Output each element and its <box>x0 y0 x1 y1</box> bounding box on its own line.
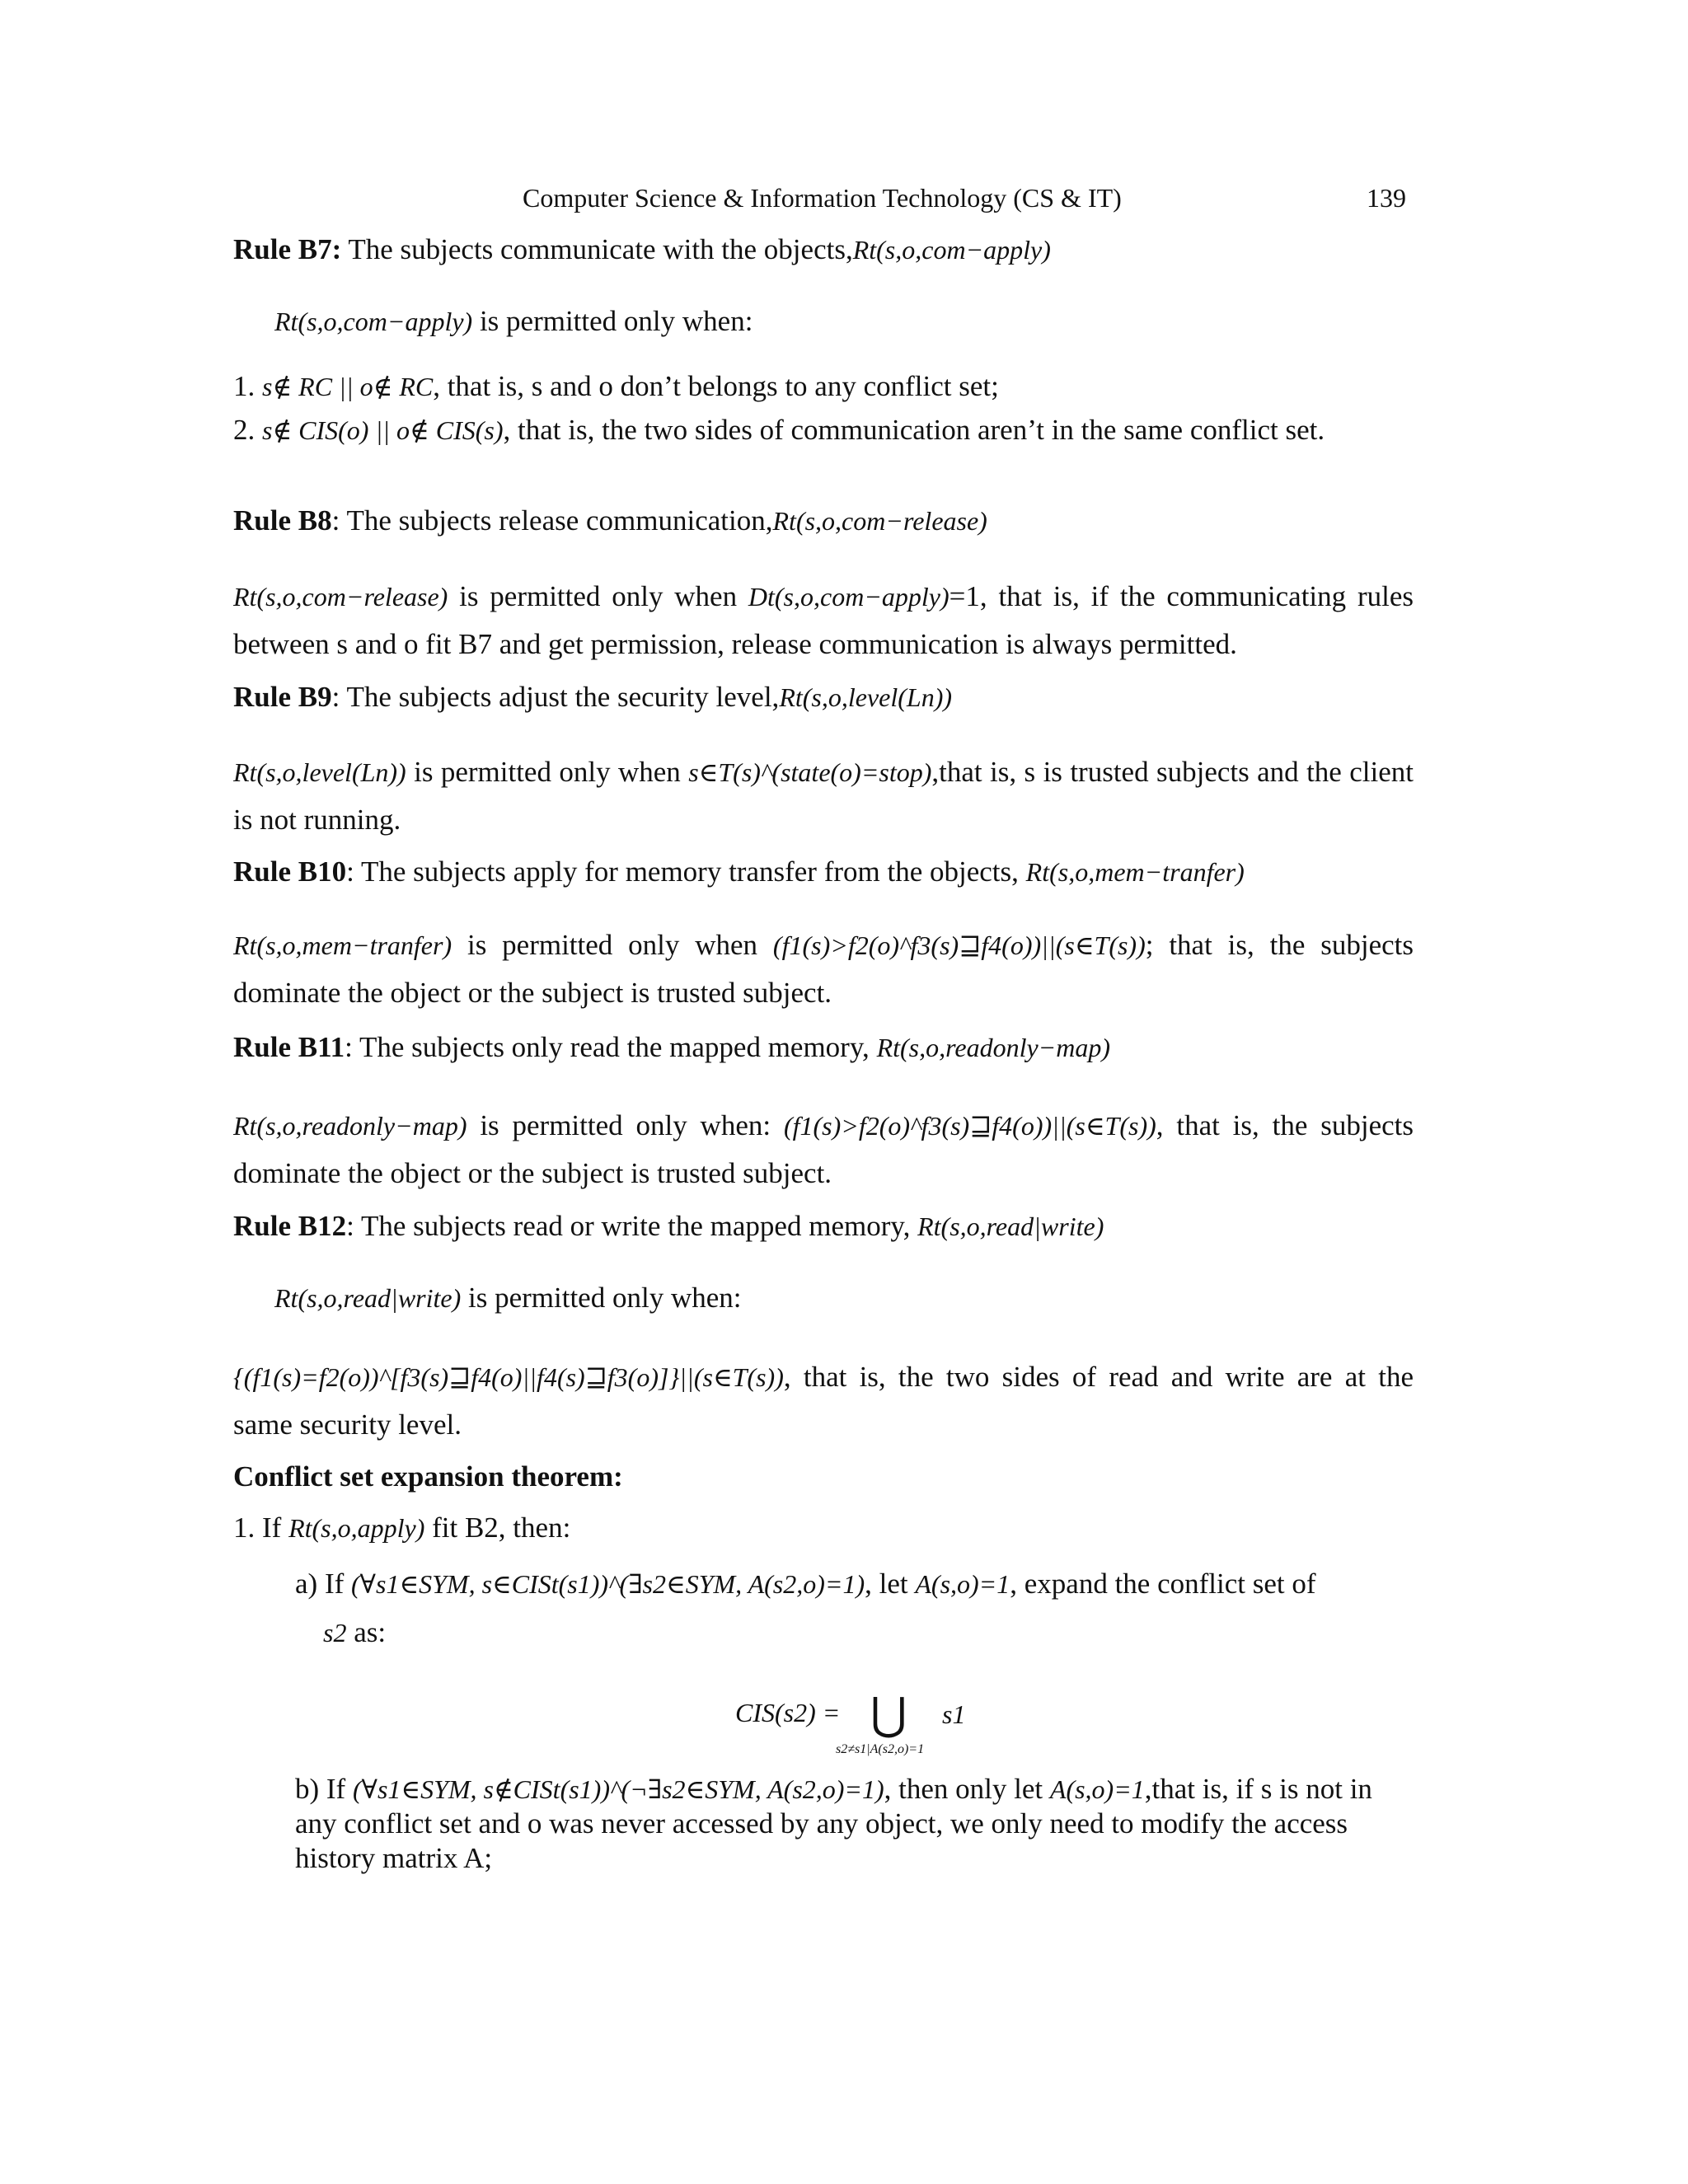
paragraph-text: is permitted only when <box>406 756 689 788</box>
formula: Rt(s,o,apply) <box>288 1513 425 1543</box>
formula: Dt(s,o,com−apply) <box>748 582 950 612</box>
case-text: , then only let <box>884 1773 1050 1805</box>
rule-label: Rule B11 <box>233 1031 345 1063</box>
formula: Rt(s,o,com−release) <box>233 582 448 612</box>
page-number: 139 <box>1367 183 1406 213</box>
formula: A(s,o)=1 <box>915 1569 1010 1599</box>
formula: Rt(s,o,readonly−map) <box>233 1111 467 1141</box>
formula: s∉ RC || o∉ RC <box>262 372 434 401</box>
formula: (∀s1∈SYM, s∉CISt(s1))^(¬∃s2∈SYM, A(s2,o)=1) <box>352 1774 884 1804</box>
item-text: , that is, s and o don’t belongs to any conflict set; <box>433 370 999 402</box>
item-text: fit B2, then: <box>424 1511 571 1544</box>
item-number: 1. <box>233 370 256 402</box>
theorem-item-1 <box>233 1513 1414 1542</box>
equation-lhs: CIS(s2) = <box>735 1698 841 1727</box>
rule-label: Rule B7: <box>233 233 342 265</box>
case-text: , let <box>865 1568 916 1600</box>
rule-b12-condition <box>233 1353 1414 1449</box>
theorem-case-b <box>295 1772 1414 1876</box>
union-symbol: ⋃ <box>870 1690 907 1739</box>
formula: Rt(s,o,read|write) <box>274 1283 462 1313</box>
rule-b10-permission <box>233 921 1414 1017</box>
item-number: 2. <box>233 414 256 446</box>
rule-text: : The subjects release communication, <box>331 504 773 537</box>
rule-b11-heading <box>233 1033 1414 1062</box>
rule-b7-permission <box>274 307 1414 335</box>
formula: Rt(s,o,mem−tranfer) <box>1025 857 1245 887</box>
formula: Rt(s,o,read|write) <box>917 1212 1104 1241</box>
case-label: a) If <box>295 1568 352 1600</box>
formula: (f1(s)>f2(o)^f3(s)⊒f4(o))||(s∈T(s)) <box>783 1111 1156 1141</box>
item-number: 1. If <box>233 1511 289 1544</box>
paragraph-text: is permitted only when: <box>461 1282 742 1314</box>
rule-b9-heading <box>233 682 1414 711</box>
paragraph-text: ; that is, the subjects dominate the object or the subject is trusted subject. <box>233 929 1414 1009</box>
rule-text: : The subjects adjust the security level, <box>331 681 780 713</box>
rule-b10-heading <box>233 857 1414 886</box>
rule-b7-item-1 <box>233 372 1414 401</box>
paragraph-text: =1, that is, if the communicating rules between s and o fit B7 and get permission, release communication is always permitted. <box>233 580 1414 660</box>
formula: (∀s1∈SYM, s∈CISt(s1))^(∃s2∈SYM, A(s2,o)=1) <box>351 1569 865 1599</box>
rule-text: : The subjects apply for memory transfer from the objects, <box>346 855 1026 888</box>
rule-text: : The subjects read or write the mapped memory, <box>346 1210 918 1242</box>
rule-b12-permission <box>274 1283 1414 1312</box>
formula: A(s,o)=1 <box>1049 1774 1145 1804</box>
case-label: b) If <box>295 1773 353 1805</box>
item-text: , that is, the two sides of communication aren’t in the same conflict set. <box>503 414 1325 446</box>
formula: s∈T(s)^(state(o)=stop) <box>688 757 932 787</box>
paragraph-text: , that is, the subjects dominate the object or the subject is trusted subject. <box>233 1109 1414 1189</box>
rule-b7-item-2 <box>233 415 1414 444</box>
rule-label: Rule B8 <box>233 504 332 537</box>
formula: Rt(s,o,level(Ln)) <box>779 682 953 712</box>
rule-b8-heading <box>233 506 1414 535</box>
case-text: as: <box>346 1616 387 1648</box>
equation-rhs: s1 <box>942 1699 966 1729</box>
case-text: , expand the conflict set of <box>1010 1568 1316 1600</box>
rule-b11-permission <box>233 1102 1414 1197</box>
formula: Rt(s,o,level(Ln)) <box>233 757 406 787</box>
union-equation <box>725 1691 973 1757</box>
paragraph-text: is permitted only when: <box>472 305 753 337</box>
case-text: ,that is, if s is not in any conflict set and o was never accessed by any object, we only need to modify the access history matrix A; <box>295 1773 1372 1874</box>
formula: Rt(s,o,readonly−map) <box>876 1033 1111 1062</box>
paragraph-text: is permitted only when <box>448 580 748 612</box>
section-heading: Conflict set expansion theorem: <box>233 1460 623 1493</box>
paragraph-text: is permitted only when <box>452 929 773 961</box>
paragraph-text: , that is, the two sides of read and write are at the same security level. <box>233 1361 1414 1441</box>
rule-b12-heading <box>233 1212 1414 1240</box>
formula: {(f1(s)=f2(o))^[f3(s)⊒f4(o)||f4(s)⊒f3(o)]}||(s∈T(s)) <box>233 1362 784 1392</box>
formula: Rt(s,o,com−apply) <box>852 235 1051 265</box>
rule-b7-heading <box>233 235 1414 264</box>
theorem-heading <box>233 1462 1414 1491</box>
variable: s2 <box>323 1618 347 1647</box>
formula: Rt(s,o,com−release) <box>772 506 987 536</box>
rule-label: Rule B10 <box>233 855 347 888</box>
running-header: Computer Science & Information Technology (CS & IT) <box>523 183 1122 213</box>
union-condition: s2≠s1|A(s2,o)=1 <box>836 1742 925 1756</box>
formula: s∉ CIS(o) || o∉ CIS(s) <box>262 415 504 445</box>
theorem-case-a <box>295 1569 1414 1647</box>
formula: Rt(s,o,com−apply) <box>274 307 473 336</box>
rule-label: Rule B9 <box>233 681 332 713</box>
rule-text: The subjects communicate with the objects, <box>341 233 853 265</box>
rule-b9-permission <box>233 748 1414 844</box>
rule-label: Rule B12 <box>233 1210 347 1242</box>
rule-text: : The subjects only read the mapped memory, <box>345 1031 877 1063</box>
paragraph-text: is permitted only when: <box>467 1109 784 1141</box>
paragraph-text: ,that is, s is trusted subjects and the client is not running. <box>233 756 1414 836</box>
formula: Rt(s,o,mem−tranfer) <box>233 930 452 960</box>
rule-b8-permission <box>233 573 1414 668</box>
formula: (f1(s)>f2(o)^f3(s)⊒f4(o))||(s∈T(s)) <box>772 930 1146 960</box>
